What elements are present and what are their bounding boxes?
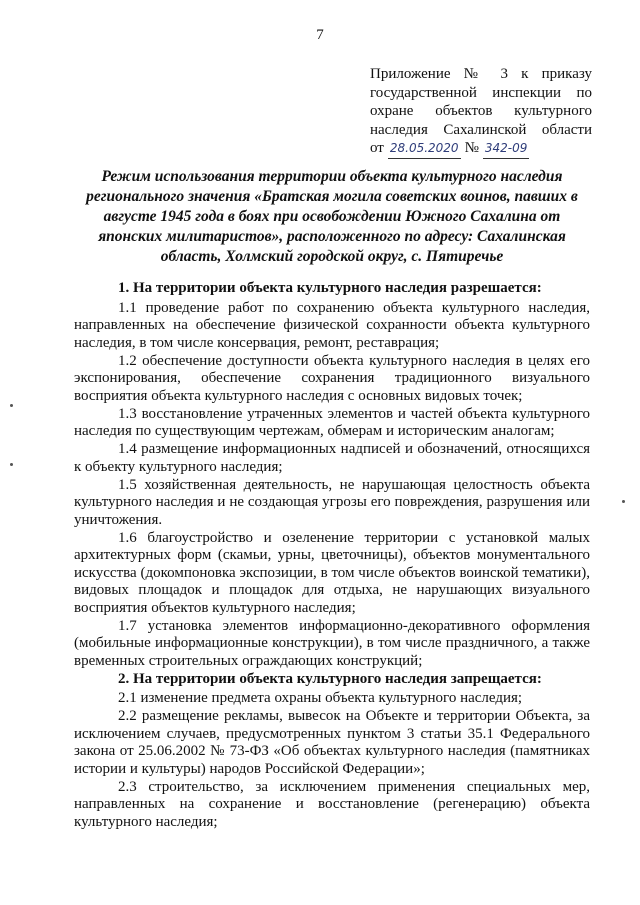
document-body — [74, 280, 590, 832]
number-sign: № — [464, 140, 479, 157]
scan-speck — [622, 500, 625, 503]
appendix-block — [370, 65, 592, 159]
section-1-item: 1.1 проведение работ по сохранению объекта культурного наследия, направленных на обеспечение физической сохранности объекта культурного наследия, в том числе консервация, ремонт, реставрация; — [74, 299, 590, 351]
section-1-item: 1.4 размещение информационных надписей и обозначений, относящихся к объекту культурного наследия; — [74, 441, 590, 475]
section-1-item: 1.5 хозяйственная деятельность, не нарушающая целостность объекта культурного наследия и не создающая угрозы его повреждения, разрушения или уничтожения. — [74, 476, 590, 528]
scan-speck — [10, 463, 13, 466]
order-date-number-line — [370, 139, 592, 159]
section-1-heading: 1. На территории объекта культурного наследия разрешается: — [118, 280, 542, 296]
section-2-heading: 2. На территории объекта культурного наследия запрещается: — [118, 670, 542, 687]
page-number: 7 — [316, 27, 324, 43]
scan-speck — [10, 404, 13, 407]
appendix-line: наследия Сахалинской области — [370, 121, 592, 138]
section-1-item: 1.7 установка элементов информационно-декоративного оформления (мобильные информационные конструкции), в том числе праздничного, а также временных строительных ограждающих конструкций; — [74, 617, 590, 669]
section-1-item: 1.6 благоустройство и озеленение территории с установкой малых архитектурных форм (скамьи, урны, цветочницы), объектов монументального искусства (докомпоновка экспозиции, в том числе объектов воинской тематики), видовых площадок и площадок для отдыха, не нарушающих визуального восприятия объектов культурного наследия; — [74, 529, 590, 616]
from-prefix: от — [370, 140, 384, 157]
appendix-line: охране объектов культурного — [370, 103, 592, 120]
appendix-line: Приложение № 3 к приказу — [370, 66, 592, 82]
handwritten-date: 28.05.2020 — [388, 139, 461, 159]
section-2-item: 2.3 строительство, за исключением применения специальных мер, направленных на сохранение и восстановление (регенерацию) объекта культурного наследия; — [74, 778, 590, 830]
handwritten-order-number: 342-09 — [483, 139, 530, 159]
section-1-item: 1.2 обеспечение доступности объекта культурного наследия в целях его экспонирования, обеспечение сохранения традиционного визуального восприятия объекта культурного наследия с основных видовых точек; — [74, 352, 590, 404]
section-1-item: 1.3 восстановление утраченных элементов и частей объекта культурного наследия по существующим чертежам, обмерам и историческим аналогам; — [74, 405, 590, 439]
document-title: Режим использования территории объекта культурного наследия регионального значения «Братская могила советских воинов, павших в августе 1945 года в боях при освобождении Южного Сахалина от японских милитаристов», расположенного по адресу: Сахалинская область, Холмский городской округ, с. Пятиречье — [86, 168, 578, 265]
section-2-item: 2.2 размещение рекламы, вывесок на Объекте и территории Объекта, за исключением случаев, предусмотренных пунктом 3 статьи 35.1 Федерального закона от 25.06.2002 № 73-ФЗ «Об объектах культурного наследия (памятниках истории и культуры) народов Российской Федерации»; — [74, 708, 590, 777]
section-2-item: 2.1 изменение предмета охраны объекта культурного наследия; — [118, 690, 523, 706]
appendix-line: государственной инспекции по — [370, 84, 592, 101]
